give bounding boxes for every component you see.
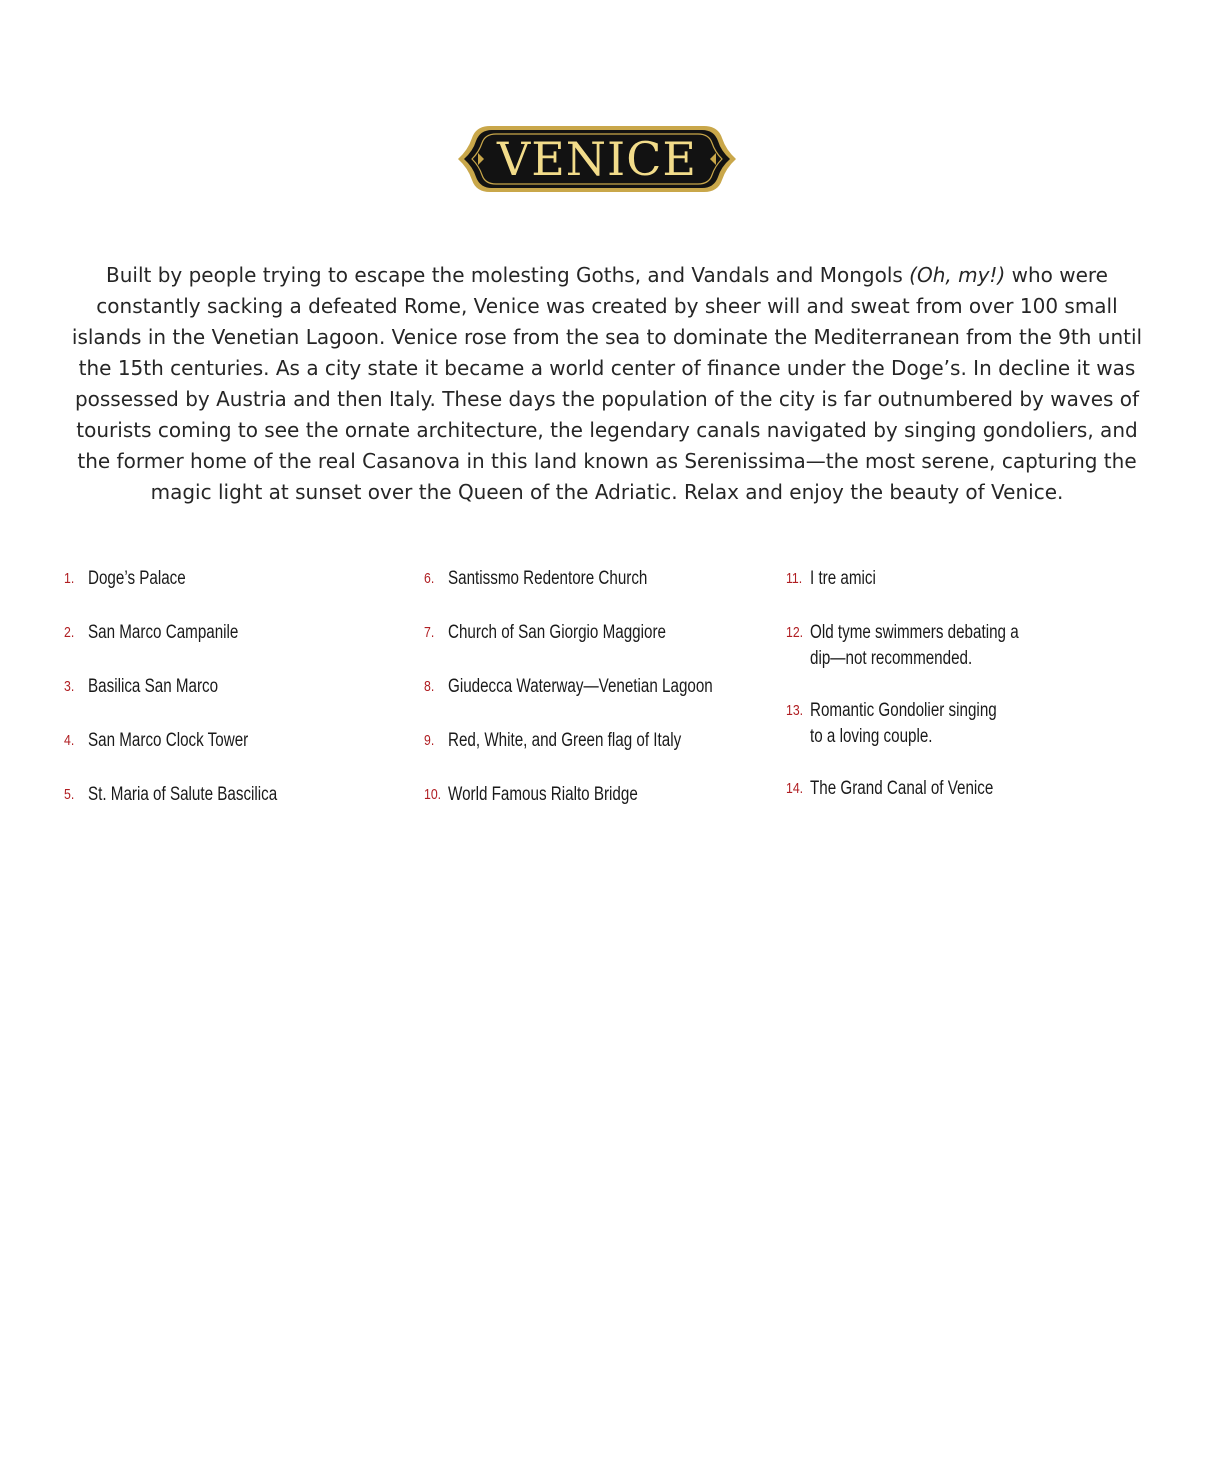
legend-item — [786, 566, 1071, 592]
legend-number: 1. — [64, 570, 75, 587]
page-title: VENICE — [497, 132, 697, 186]
legend-item — [64, 728, 325, 754]
intro-italic: (Oh, my!) — [909, 263, 1006, 287]
legend-label: Santissmo Redentore Church — [448, 568, 648, 589]
legend-label: World Famous Rialto Bridge — [448, 784, 638, 805]
legend-item — [64, 620, 325, 646]
legend-label: Basilica San Marco — [88, 676, 219, 697]
legend-label-line: to a loving couple. — [810, 726, 933, 747]
legend-item — [64, 674, 325, 700]
legend-label: Giudecca Waterway—Venetian Lagoon — [448, 676, 713, 697]
legend-label: San Marco Clock Tower — [88, 730, 249, 751]
legend-number: 14. — [786, 780, 804, 797]
legend-column-2 — [424, 566, 779, 836]
intro-text-2: who were constantly sacking a defeated Rome, Venice was created by sheer will and sweat from over 100 small islands in the Venetian Lagoon. Venice rose from the sea to dominate the Mediterranean from the 9th until the 15th centuries. As a city state it became a world center of finance under the Doge’s. In decline it was possessed by Austria and then Italy. These days the population of the city is far outnumbered by waves of tourists coming to see the ornate architecture, the legendary canals navigated by singing gondoliers, and the former home of the real Casanova in this land known as Serenissima—the most serene, capturing the magic light at sunset over the Queen of the Adriatic. Relax and enjoy the beauty of Venice. — [71, 263, 1143, 504]
legend-number: 2. — [64, 624, 75, 641]
legend-column-3 — [786, 566, 1071, 830]
legend-number: 12. — [786, 624, 804, 641]
legend-item — [64, 566, 325, 592]
legend-label-line: Old tyme swimmers debating a — [810, 622, 1019, 643]
legend-label — [810, 620, 1019, 672]
legend-label: San Marco Campanile — [88, 622, 239, 643]
legend-label: St. Maria of Salute Bascilica — [88, 784, 278, 805]
legend-number: 6. — [424, 570, 435, 587]
legend-number: 9. — [424, 732, 435, 749]
title-plate — [456, 124, 738, 194]
legend-item — [786, 698, 1071, 750]
legend-label: The Grand Canal of Venice — [810, 778, 994, 799]
legend-item — [786, 776, 1071, 802]
legend-label-line: Romantic Gondolier singing — [810, 700, 997, 721]
legend-item — [424, 620, 779, 646]
legend-item — [424, 674, 779, 700]
legend-label-line: dip—not recommended. — [810, 648, 973, 669]
legend-label: Doge’s Palace — [88, 568, 186, 589]
legend-label: Red, White, and Green flag of Italy — [448, 730, 682, 751]
legend-item — [786, 620, 1071, 672]
legend-label: I tre amici — [810, 568, 876, 589]
legend-item — [424, 782, 779, 808]
legend-item — [64, 782, 325, 808]
legend-number: 8. — [424, 678, 435, 695]
legend-item — [424, 728, 779, 754]
legend-column-1 — [64, 566, 325, 836]
legend-number: 5. — [64, 786, 75, 803]
legend-label — [810, 698, 997, 750]
legend-number: 11. — [786, 570, 803, 587]
legend-number: 4. — [64, 732, 75, 749]
intro-paragraph — [70, 260, 1144, 508]
legend-label: Church of San Giorgio Maggiore — [448, 622, 666, 643]
intro-text-1: Built by people trying to escape the molesting Goths, and Vandals and Mongols — [106, 263, 910, 287]
legend-number: 3. — [64, 678, 75, 695]
legend-number: 10. — [424, 786, 442, 803]
legend-item — [424, 566, 779, 592]
legend-number: 7. — [424, 624, 435, 641]
legend-number: 13. — [786, 702, 804, 719]
